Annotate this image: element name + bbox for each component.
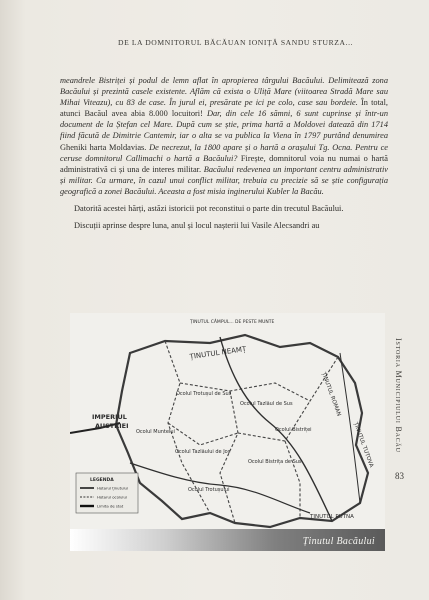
- legend-title: LEGENDA: [90, 478, 114, 483]
- body-text: [60, 75, 388, 231]
- paragraph-1-part-g: Bacăului redevenea un important centru administrativ și militar. Ca urmare, în cazul unui conflict militar, trebuia cu precizie să se știe configurația geografică a zonei Bacăului. Aceasta a fost misia inginerului Kubler la Bacău.: [60, 164, 388, 196]
- paragraph-1-part-e: De necrezut, la 1800 apare și o hartă a orașului Tg. Ocna. Pentru ce ceruse domnitorul Callimachi o hartă a Bacăului?: [60, 142, 388, 163]
- paragraph-1-part-c: Dar, din cele 16 sămni, 6 sunt cuprinse și într-un document de la Ștefan cel Mare. După cum se știe, prima hartă a Moldovei datează din 1714 fiind făcută de Dimitrie Cantemir, iar o alta se va publica la Viena în 1797 purtând denumirea: [60, 109, 389, 141]
- paragraph-3: Discuții aprinse despre luna, anul și locul nașterii lui Vasile Alecsandri au: [74, 221, 320, 231]
- label-ocolul-tazlaului: Ocolul Tazlăului de Jos: [175, 449, 231, 455]
- label-neamt: ȚINUTUL NEAMȚ: [189, 345, 247, 361]
- legend-item-2: Hotarul ocolului: [97, 494, 127, 500]
- label-putna: ȚINUTUL PUTNA: [310, 514, 354, 520]
- label-ocolul-bistritei: Ocolul Bistriței: [275, 427, 312, 433]
- label-ocolul-muntelui: Ocolul Muntelui: [136, 429, 175, 435]
- legend-item-1: Hotarul ținutului: [97, 485, 128, 491]
- paragraph-1-part-a: meandrele Bistriței și podul de lemn aflat în apropierea târgului Bacăului. Delimitează zona Bacăului și prezintă casele existente. Aflăm că exista o Uliță Mare (viitoarea Stradă Mare sau Mihai Viteazu), cu 83 de case. În jurul ei, presărate pe ici pe colo, case sau bordeie.: [60, 76, 388, 108]
- map-legend: [76, 473, 138, 513]
- map-figure: [70, 313, 385, 551]
- paragraph-1-part-d: Gheniki harta Moldavias.: [60, 142, 147, 152]
- label-ocolul-trotus: Ocolul Trotușul de Sus: [176, 391, 232, 397]
- legend-item-3: Limita de stat: [97, 503, 124, 509]
- spine-title: Istoria Municipiului Bacău: [394, 338, 403, 453]
- label-austriei: AUSTRIEI: [95, 422, 129, 430]
- label-ocolul-trotusului: Ocolul Trotușului: [188, 487, 230, 493]
- map-top-label: ȚINUTUL CÂMPUL... DE PESTE MUNTE: [190, 320, 275, 325]
- label-roman: ȚINUTUL ROMAN: [320, 371, 342, 417]
- figure-caption: Ținutul Bacăului: [302, 536, 375, 547]
- paragraph-1-part-f: Firește, domnitorul voia nu numai o hartă administrativă ci și una de interes militar.: [60, 153, 388, 174]
- label-ocolul-bistrita-s: Ocolul Bistrița de Sus: [248, 459, 302, 465]
- paragraph-1: [60, 75, 388, 197]
- map-svg: [70, 313, 385, 551]
- paragraph-2: Datorită acestei hărți, astăzi istoricii pot reconstitui o parte din trecutul Bacăului.: [74, 204, 344, 214]
- label-imperiul: IMPERIUL: [92, 413, 127, 421]
- figure-caption-bar: [70, 529, 385, 551]
- paragraph-1-part-b: În total, atunci Bacăul avea abia 8.000 locuitori!: [60, 98, 388, 119]
- label-tutova: ȚINUTUL TUTOVA: [352, 421, 374, 469]
- page-number: 83: [395, 471, 404, 481]
- label-ocolul-tazlaul-s: Ocolul Tazlăul de Sus: [240, 401, 293, 407]
- running-head: DE LA DOMNITORUL BĂCĂUAN IONIȚĂ SANDU STURZA...: [118, 38, 354, 47]
